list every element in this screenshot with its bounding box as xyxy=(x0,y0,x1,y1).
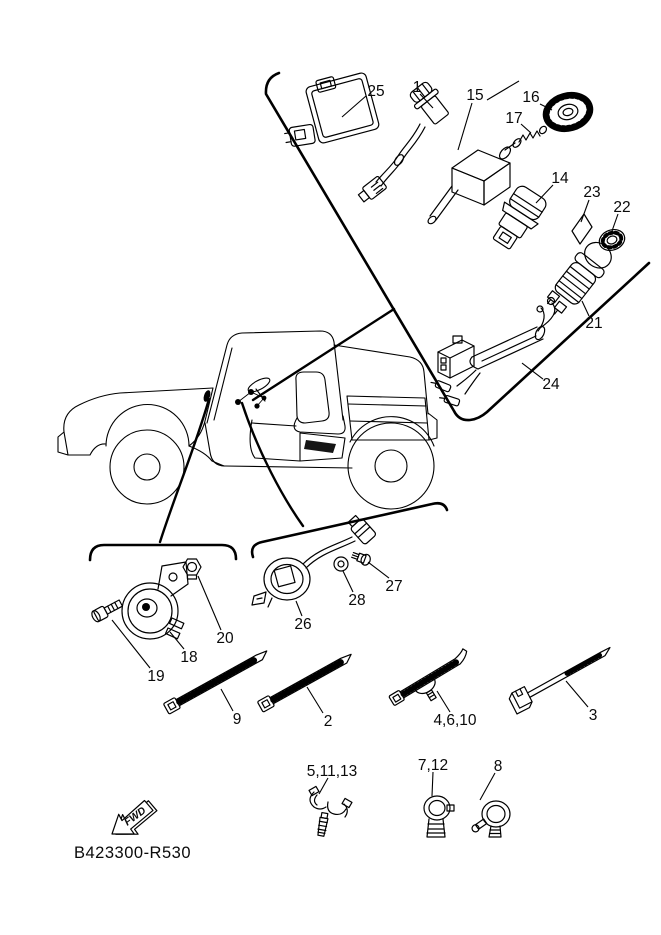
part-8-drawing xyxy=(471,801,510,837)
part-17-spring xyxy=(519,131,540,142)
callout-15[interactable]: 15 xyxy=(466,87,484,104)
callout-4-6-10[interactable]: 4,6,10 xyxy=(433,712,477,729)
brand-decal xyxy=(304,440,336,453)
callout-26[interactable]: 26 xyxy=(294,616,312,633)
callout-20[interactable]: 20 xyxy=(216,630,234,647)
part-18-drawing xyxy=(122,562,188,639)
part-16-drawing xyxy=(539,87,597,137)
part-24-drawing xyxy=(430,298,555,407)
fwd-arrow-label: FWD xyxy=(121,804,149,829)
drawing-number: B423300-R530 xyxy=(74,844,192,862)
callout-24[interactable]: 24 xyxy=(542,376,560,393)
callout-25[interactable]: 25 xyxy=(367,83,385,100)
part-28-drawing xyxy=(334,557,348,571)
part-2-drawing xyxy=(257,651,355,712)
callout-9[interactable]: 9 xyxy=(232,711,242,728)
part-21-drawing xyxy=(540,235,618,322)
callout-23[interactable]: 23 xyxy=(583,184,601,201)
callout-19[interactable]: 19 xyxy=(147,668,165,685)
part-15-drawing xyxy=(427,125,548,225)
bracket-horn-group xyxy=(90,545,236,560)
part-27-drawing xyxy=(351,550,372,567)
callout-18[interactable]: 18 xyxy=(180,649,198,666)
front-wheel xyxy=(110,430,184,504)
callout-3[interactable]: 3 xyxy=(588,707,598,724)
part-19-drawing xyxy=(90,598,123,623)
callout-2[interactable]: 2 xyxy=(323,713,333,730)
bracket-buzzer-group xyxy=(252,503,447,557)
part-14-drawing xyxy=(484,182,551,255)
fwd-arrow xyxy=(105,795,162,847)
part-7-12-drawing xyxy=(424,796,454,837)
callout-5-11-13[interactable]: 5,11,13 xyxy=(306,763,358,780)
leader-horn-location xyxy=(160,399,209,542)
part-5-11-13-drawing xyxy=(309,786,352,836)
callout-28[interactable]: 28 xyxy=(348,592,366,609)
part-25-drawing xyxy=(272,68,380,152)
callout-1[interactable]: 1 xyxy=(412,79,422,96)
leader-buzzer-location xyxy=(242,403,303,526)
callout-27[interactable]: 27 xyxy=(385,578,403,595)
rear-wheel xyxy=(348,423,434,509)
part-3-drawing xyxy=(507,644,617,714)
callout-14[interactable]: 14 xyxy=(551,170,569,187)
callout-17[interactable]: 17 xyxy=(505,110,523,127)
leader-top-group-location xyxy=(253,309,394,400)
callout-22[interactable]: 22 xyxy=(613,199,631,216)
bracket-top-parts-group xyxy=(266,73,649,420)
callout-21[interactable]: 21 xyxy=(585,315,603,332)
callout-8[interactable]: 8 xyxy=(493,758,503,775)
part-4-6-10-drawing xyxy=(387,648,479,718)
callout-7-12[interactable]: 7,12 xyxy=(417,757,449,774)
callout-16[interactable]: 16 xyxy=(522,89,540,106)
